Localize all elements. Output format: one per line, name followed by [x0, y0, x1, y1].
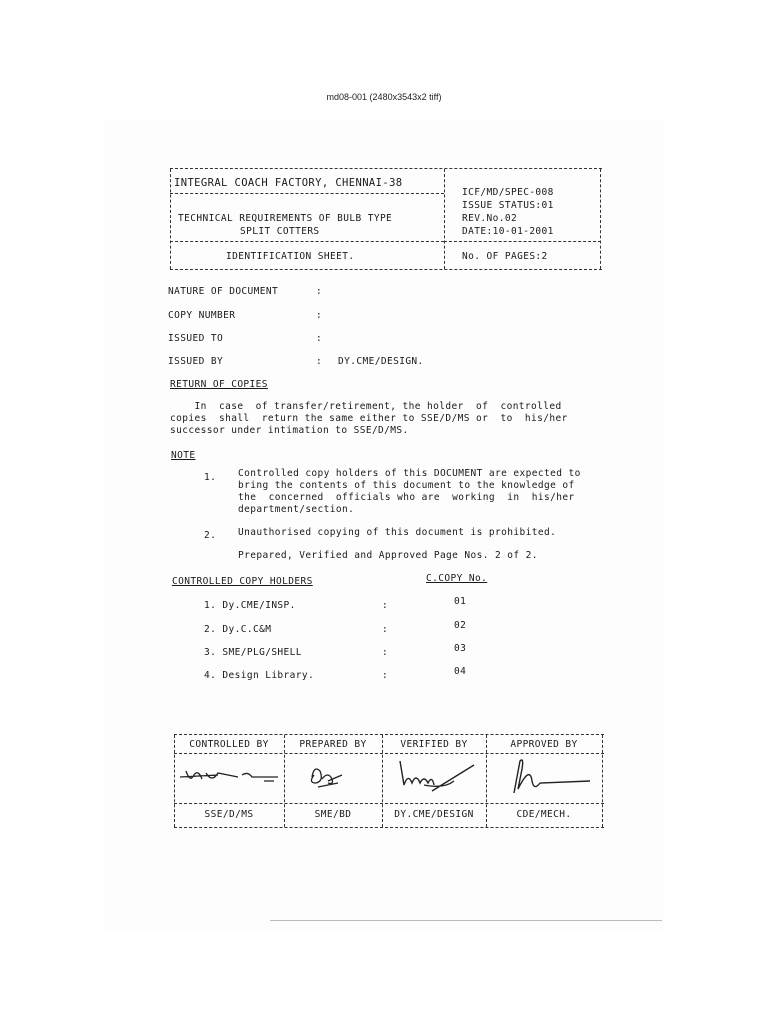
prepared-verified-line: Prepared, Verified and Approved Page Nos. 2 of 2. — [238, 550, 538, 561]
header-rule — [170, 193, 444, 194]
copy-number-heading: C.COPY No. — [426, 573, 488, 584]
revision-number: REV.No.02 — [462, 213, 518, 224]
holder-copy-number: 03 — [454, 643, 467, 654]
sig-border — [602, 735, 603, 827]
issue-status: ISSUE STATUS:01 — [462, 200, 554, 211]
signature-approved-image — [500, 755, 600, 801]
sig-designation: SSE/D/MS — [204, 809, 254, 820]
note-item1-line: department/section. — [238, 504, 355, 515]
note-item1-line: bring the contents of this document to the knowledge of — [238, 480, 575, 491]
header-rule — [444, 241, 601, 242]
holder-name: 2. Dy.C.C&M — [204, 624, 272, 635]
field-nature-sep: : — [316, 286, 323, 297]
note-heading: NOTE — [171, 450, 196, 461]
issue-date: DATE:10-01-2001 — [462, 226, 554, 237]
holder-name: 1. Dy.CME/INSP. — [204, 600, 296, 611]
note-item1-line: Controlled copy holders of this DOCUMENT are expected to — [238, 468, 581, 479]
header-divider — [444, 169, 445, 269]
signature-table — [174, 734, 604, 828]
holder-sep: : — [382, 647, 389, 658]
holder-sep: : — [382, 624, 389, 635]
signature-prepared-image — [298, 757, 368, 799]
field-issued-to-sep: : — [316, 333, 323, 344]
holder-copy-number: 02 — [454, 620, 467, 631]
header-rule — [170, 241, 444, 242]
field-nature-label: NATURE OF DOCUMENT — [168, 286, 279, 297]
image-caption: md08-001 (2480x3543x2 tiff) — [326, 92, 442, 102]
holder-name: 3. SME/PLG/SHELL — [204, 647, 302, 658]
field-issued-by-value: DY.CME/DESIGN. — [338, 356, 424, 367]
return-copies-line: copies shall return the same either to SSE/D/MS or to his/her — [170, 413, 568, 424]
header-border-left — [170, 169, 171, 269]
holder-sep: : — [382, 600, 389, 611]
page-count: No. OF PAGES:2 — [462, 251, 548, 262]
field-copy-label: COPY NUMBER — [168, 310, 236, 321]
sig-rule — [174, 803, 604, 804]
field-issued-by-sep: : — [316, 356, 323, 367]
note-item-number: 1. — [204, 472, 217, 483]
sig-rule — [174, 753, 604, 754]
sig-header-prepared: PREPARED BY — [299, 739, 367, 750]
sig-designation: DY.CME/DESIGN — [394, 809, 474, 820]
sig-header-verified: VERIFIED BY — [400, 739, 468, 750]
org-name: INTEGRAL COACH FACTORY, CHENNAI-38 — [174, 177, 403, 189]
holder-copy-number: 04 — [454, 666, 467, 677]
holder-name: 4. Design Library. — [204, 670, 315, 681]
holder-sep: : — [382, 670, 389, 681]
sig-header-approved: APPROVED BY — [510, 739, 578, 750]
header-table — [170, 168, 602, 270]
sig-header-controlled: CONTROLLED BY — [189, 739, 269, 750]
holder-copy-number: 01 — [454, 596, 467, 607]
sig-designation: SME/BD — [314, 809, 352, 820]
note-item1-line: the concerned officials who are working in his/her — [238, 492, 575, 503]
return-copies-heading: RETURN OF COPIES — [170, 379, 268, 390]
signature-controlled-image — [178, 757, 282, 799]
note-item-number: 2. — [204, 530, 217, 541]
return-copies-line: In case of transfer/retirement, the holder of controlled — [170, 401, 562, 412]
header-border-right — [600, 169, 601, 269]
scan-edge-line — [270, 920, 662, 921]
note-item2-text: Unauthorised copying of this document is prohibited. — [238, 527, 557, 538]
field-issued-to-label: ISSUED TO — [168, 333, 224, 344]
return-copies-line: successor under intimation to SSE/D/MS. — [170, 425, 409, 436]
doc-title-line2: SPLIT COTTERS — [240, 226, 320, 237]
doc-title-line1: TECHNICAL REQUIREMENTS OF BULB TYPE — [178, 213, 393, 224]
holders-heading: CONTROLLED COPY HOLDERS — [172, 576, 313, 587]
field-issued-by-label: ISSUED BY — [168, 356, 224, 367]
spec-number: ICF/MD/SPEC-008 — [462, 187, 554, 198]
sig-designation: CDE/MECH. — [516, 809, 572, 820]
field-copy-sep: : — [316, 310, 323, 321]
sheet-title: IDENTIFICATION SHEET. — [226, 251, 355, 262]
signature-verified-image — [394, 755, 480, 801]
